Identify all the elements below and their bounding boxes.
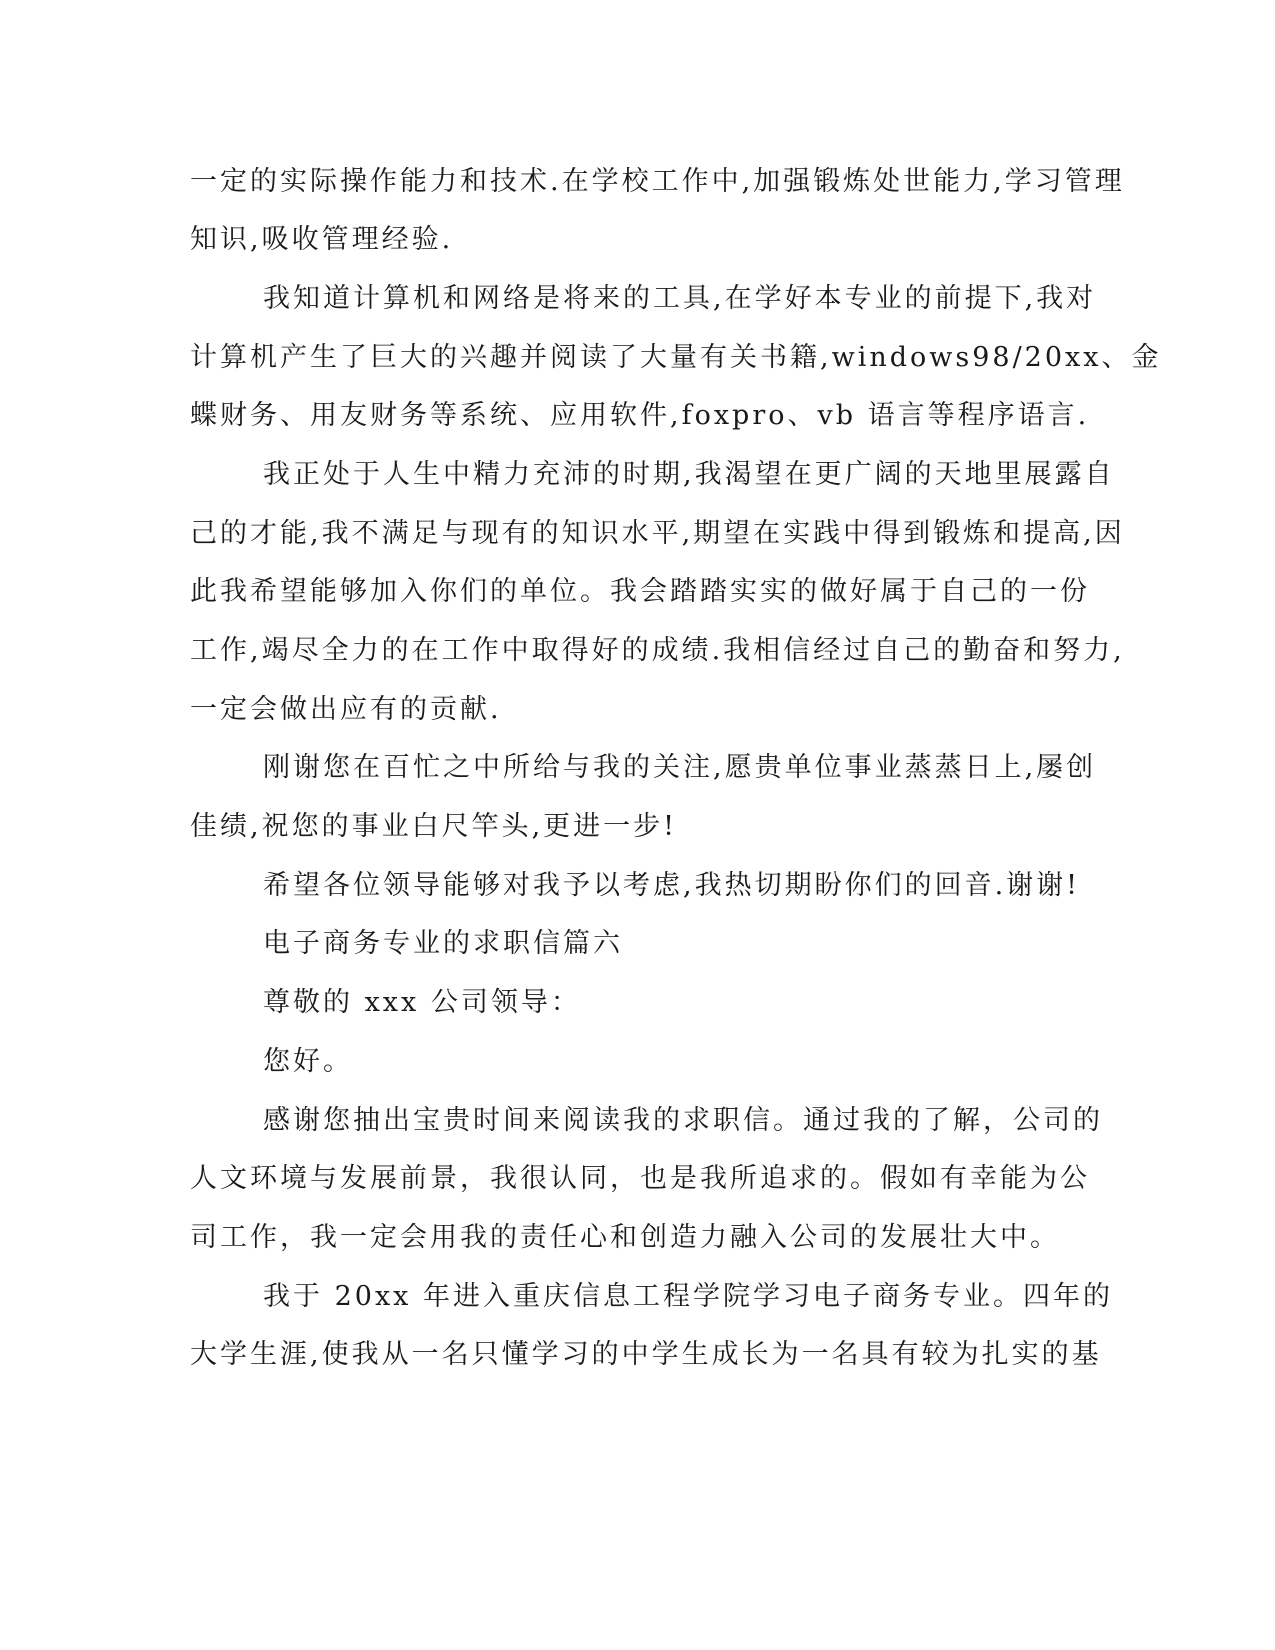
text-line: 工作,竭尽全力的在工作中取得好的成绩.我相信经过自己的勤奋和努力, <box>190 635 1125 666</box>
text-line: 大学生涯,使我从一名只懂学习的中学生成长为一名具有较为扎实的基 <box>190 1339 1102 1370</box>
text-line: 希望各位领导能够对我予以考虑,我热切期盼你们的回音.谢谢! <box>263 870 1081 901</box>
text-line: 感谢您抽出宝贵时间来阅读我的求职信。通过我的了解，公司的 <box>263 1105 1103 1136</box>
text-line: 己的才能,我不满足与现有的知识水平,期望在实践中得到锻炼和提高,因 <box>190 518 1125 549</box>
text-line: 此我希望能够加入你们的单位。我会踏踏实实的做好属于自己的一份 <box>190 576 1090 607</box>
text-line: 蝶财务、用友财务等系统、应用软件,foxpro、vb 语言等程序语言. <box>190 400 1090 431</box>
text-line: 知识,吸收管理经验. <box>190 224 454 255</box>
text-line: 我于 20xx 年进入重庆信息工程学院学习电子商务专业。四年的 <box>263 1281 1113 1312</box>
letter-salutation: 尊敬的 xxx 公司领导： <box>263 987 581 1018</box>
text-line: 佳绩,祝您的事业白尺竿头,更进一步! <box>190 811 678 842</box>
text-line: 一定会做出应有的贡献. <box>190 694 502 725</box>
text-line: 刚谢您在百忙之中所给与我的关注,愿贵单位事业蒸蒸日上,屡创 <box>263 752 1097 783</box>
text-line: 计算机产生了巨大的兴趣并阅读了大量有关书籍,windows98/20xx、金 <box>190 342 1162 373</box>
text-line: 人文环境与发展前景，我很认同，也是我所追求的。假如有幸能为公 <box>190 1163 1090 1194</box>
text-line: 我知道计算机和网络是将来的工具,在学好本专业的前提下,我对 <box>263 283 1097 314</box>
text-line: 我正处于人生中精力充沛的时期,我渴望在更广阔的天地里展露自 <box>263 459 1115 490</box>
text-line: 一定的实际操作能力和技术.在学校工作中,加强锻炼处世能力,学习管理 <box>190 166 1125 197</box>
text-line: 司工作，我一定会用我的责任心和创造力融入公司的发展壮大中。 <box>190 1222 1060 1253</box>
section-heading: 电子商务专业的求职信篇六 <box>263 928 623 959</box>
letter-greeting: 您好。 <box>263 1046 353 1077</box>
